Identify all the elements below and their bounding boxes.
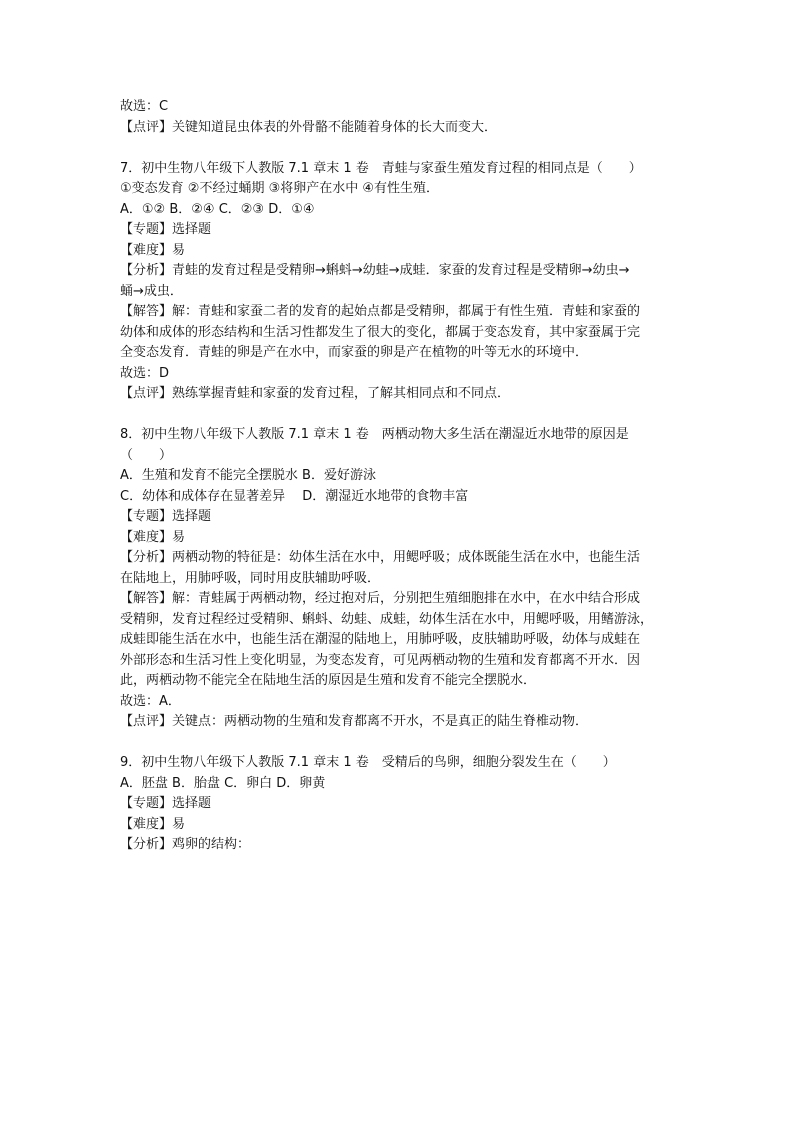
spacer: [120, 138, 680, 159]
q8-solution-line-1: 【解答】解：青蛙属于两栖动物，经过抱对后，分别把生殖细胞排在水中，在水中结合形成: [120, 591, 641, 606]
prev-answer: 故选：C: [120, 99, 169, 114]
q9-topic: 【专题】选择题: [120, 796, 212, 811]
q7-items: ①变态发育 ②不经过蛹期 ③将卵产在水中 ④有性生殖．: [120, 181, 440, 196]
q7-topic: 【专题】选择题: [120, 222, 212, 237]
q7-options: A．①② B．②④ C．②③ D．①④: [120, 201, 315, 217]
q7-solution-line-2: 幼体和成体的形态结构和生活习性都发生了很大的变化，都属于变态发育，其中家蚕属于完: [120, 324, 641, 340]
q9-stem: 9．初中生物八年级下人教版 7.1 章末 1 卷 受精后的鸟卵，细胞分裂发生在（ ）: [120, 755, 616, 770]
document-body: [120, 97, 680, 856]
q8-solution-line-4: 外部形态和生活习性上变化明显，为变态发育，可见两栖动物的生殖和发育都离不开水．因: [120, 652, 641, 668]
q8-options-cd: C．幼体和成体存在显著差异 D．潮湿近水地带的食物丰富: [120, 488, 469, 504]
q8-stem-line-2: （ ）: [120, 447, 173, 463]
q8-difficulty: 【难度】易: [120, 529, 186, 545]
q8-analysis-line-1: 【分析】两栖动物的特征是：幼体生活在水中，用鳃呼吸；成体既能生活在水中，也能生活: [120, 550, 641, 565]
q7-solution-line-3: 全变态发育．青蛙的卵是产在水中，而家蚕的卵是产在植物的叶等无水的环境中．: [120, 345, 589, 360]
q7-answer: 故选：D: [120, 365, 170, 381]
q8-topic: 【专题】选择题: [120, 509, 212, 524]
q7-analysis-line-2: 蛹→成虫．: [120, 283, 183, 299]
q8-solution-line-5: 此，两栖动物不能完全在陆地生活的原因是生殖和发育不能完全摆脱水．: [120, 673, 537, 688]
q8-options-ab: A．生殖和发育不能完全摆脱水 B．爱好游泳: [120, 468, 376, 483]
q9-analysis: 【分析】鸡卵的结构：: [120, 837, 251, 852]
q8-analysis-line-2: 在陆地上，用肺呼吸，同时用皮肤辅助呼吸．: [120, 570, 381, 586]
q7-comment: 【点评】熟练掌握青蛙和家蚕的发育过程，了解其相同点和不同点．: [120, 386, 511, 401]
q7-difficulty: 【难度】易: [120, 242, 186, 258]
q7-analysis-line-1: 【分析】青蛙的发育过程是受精卵→蝌蚪→幼蛙→成蛙．家蚕的发育过程是受精卵→幼虫→: [120, 263, 630, 278]
q9-difficulty: 【难度】易: [120, 816, 186, 832]
q8-stem-line-1: 8．初中生物八年级下人教版 7.1 章末 1 卷 两栖动物大多生活在潮湿近水地带的原因是: [120, 427, 629, 442]
prev-comment: 【点评】关键知道昆虫体表的外骨骼不能随着身体的长大而变大．: [120, 119, 498, 135]
spacer: [120, 733, 680, 754]
spacer: [120, 405, 680, 426]
q8-solution-line-3: 成蛙即能生活在水中，也能生活在潮湿的陆地上，用肺呼吸，皮肤辅助呼吸，幼体与成蛙在: [120, 632, 641, 647]
q7-solution-line-1: 【解答】解：青蛙和家蚕二者的发育的起始点都是受精卵，都属于有性生殖．青蛙和家蚕的: [120, 304, 641, 319]
q8-solution-line-2: 受精卵，发育过程经过受精卵、蝌蚪、幼蛙、成蛙，幼体生活在水中，用鳃呼吸，用鳍游泳，: [120, 611, 654, 627]
q8-comment: 【点评】关键点：两栖动物的生殖和发育都离不开水，不是真正的陆生脊椎动物．: [120, 714, 589, 729]
q7-stem: 7．初中生物八年级下人教版 7.1 章末 1 卷 青蛙与家蚕生殖发育过程的相同点是（ ）: [120, 160, 642, 176]
q9-options: A．胚盘 B．胎盘 C．卵白 D．卵黄: [120, 775, 326, 791]
q8-answer: 故选：A．: [120, 693, 181, 709]
